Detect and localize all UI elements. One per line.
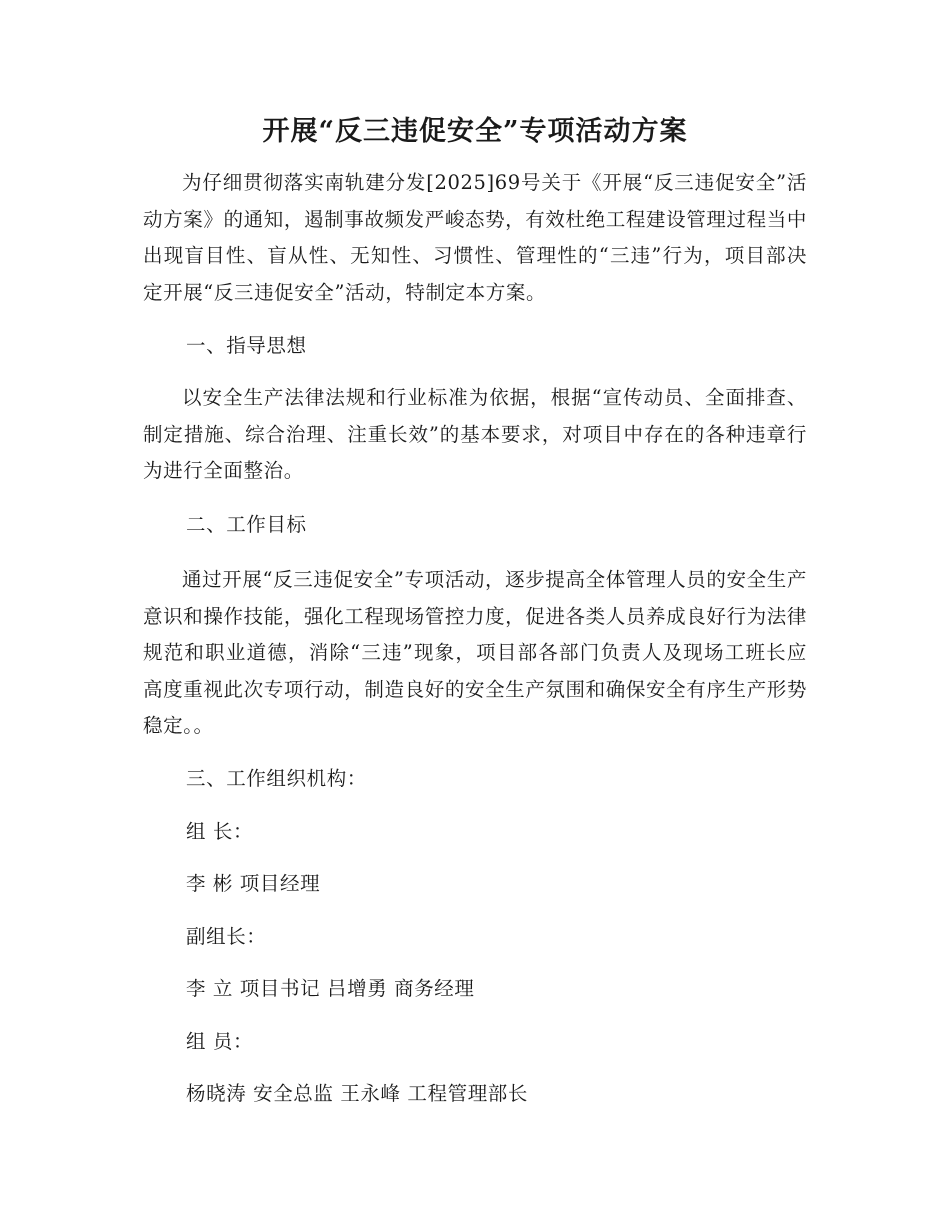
intro-paragraph: 为仔细贯彻落实南轨建分发[2025]69号关于《开展“反三违促安全”活动方案》的通知，遏制事故频发严峻态势，有效杜绝工程建设管理过程当中出现盲目性、盲从性、无知性、习惯性、管理性的“三违”行为，项目部决定开展“反三违促安全”活动，特制定本方案。	[143, 171, 807, 304]
leader-label: 组 长：	[186, 820, 254, 843]
deputy-label: 副组长：	[186, 925, 267, 948]
section-heading-organization: 三、工作组织机构：	[186, 767, 367, 790]
work-goals-paragraph: 通过开展“反三违促安全”专项活动，逐步提高全体管理人员的安全生产意识和操作技能，强化工程现场管控力度，促进各类人员养成良好行为法律规范和职业道德，消除“三违”现象，项目部各部门负责人及现场工班长应高度重视此次专项行动，制造良好的安全生产氛围和确保安全有序生产形势稳定。。	[143, 568, 807, 737]
document-title: 开展“反三违促安全”专项活动方案	[262, 116, 688, 147]
member-label: 组 员：	[186, 1030, 254, 1053]
member-names: 杨晓涛 安全总监 王永峰 工程管理部长	[186, 1082, 528, 1105]
section-heading-work-goals: 二、工作目标	[186, 513, 307, 536]
leader-names: 李 彬 项目经理	[186, 872, 321, 895]
guiding-idea-paragraph: 以安全生产法律法规和行业标准为依据，根据“宣传动员、全面排查、制定措施、综合治理、注重长效”的基本要求，对项目中存在的各种违章行为进行全面整治。	[143, 386, 807, 482]
deputy-names: 李 立 项目书记 吕增勇 商务经理	[186, 977, 475, 1000]
section-heading-guiding-idea: 一、指导思想	[186, 334, 307, 357]
